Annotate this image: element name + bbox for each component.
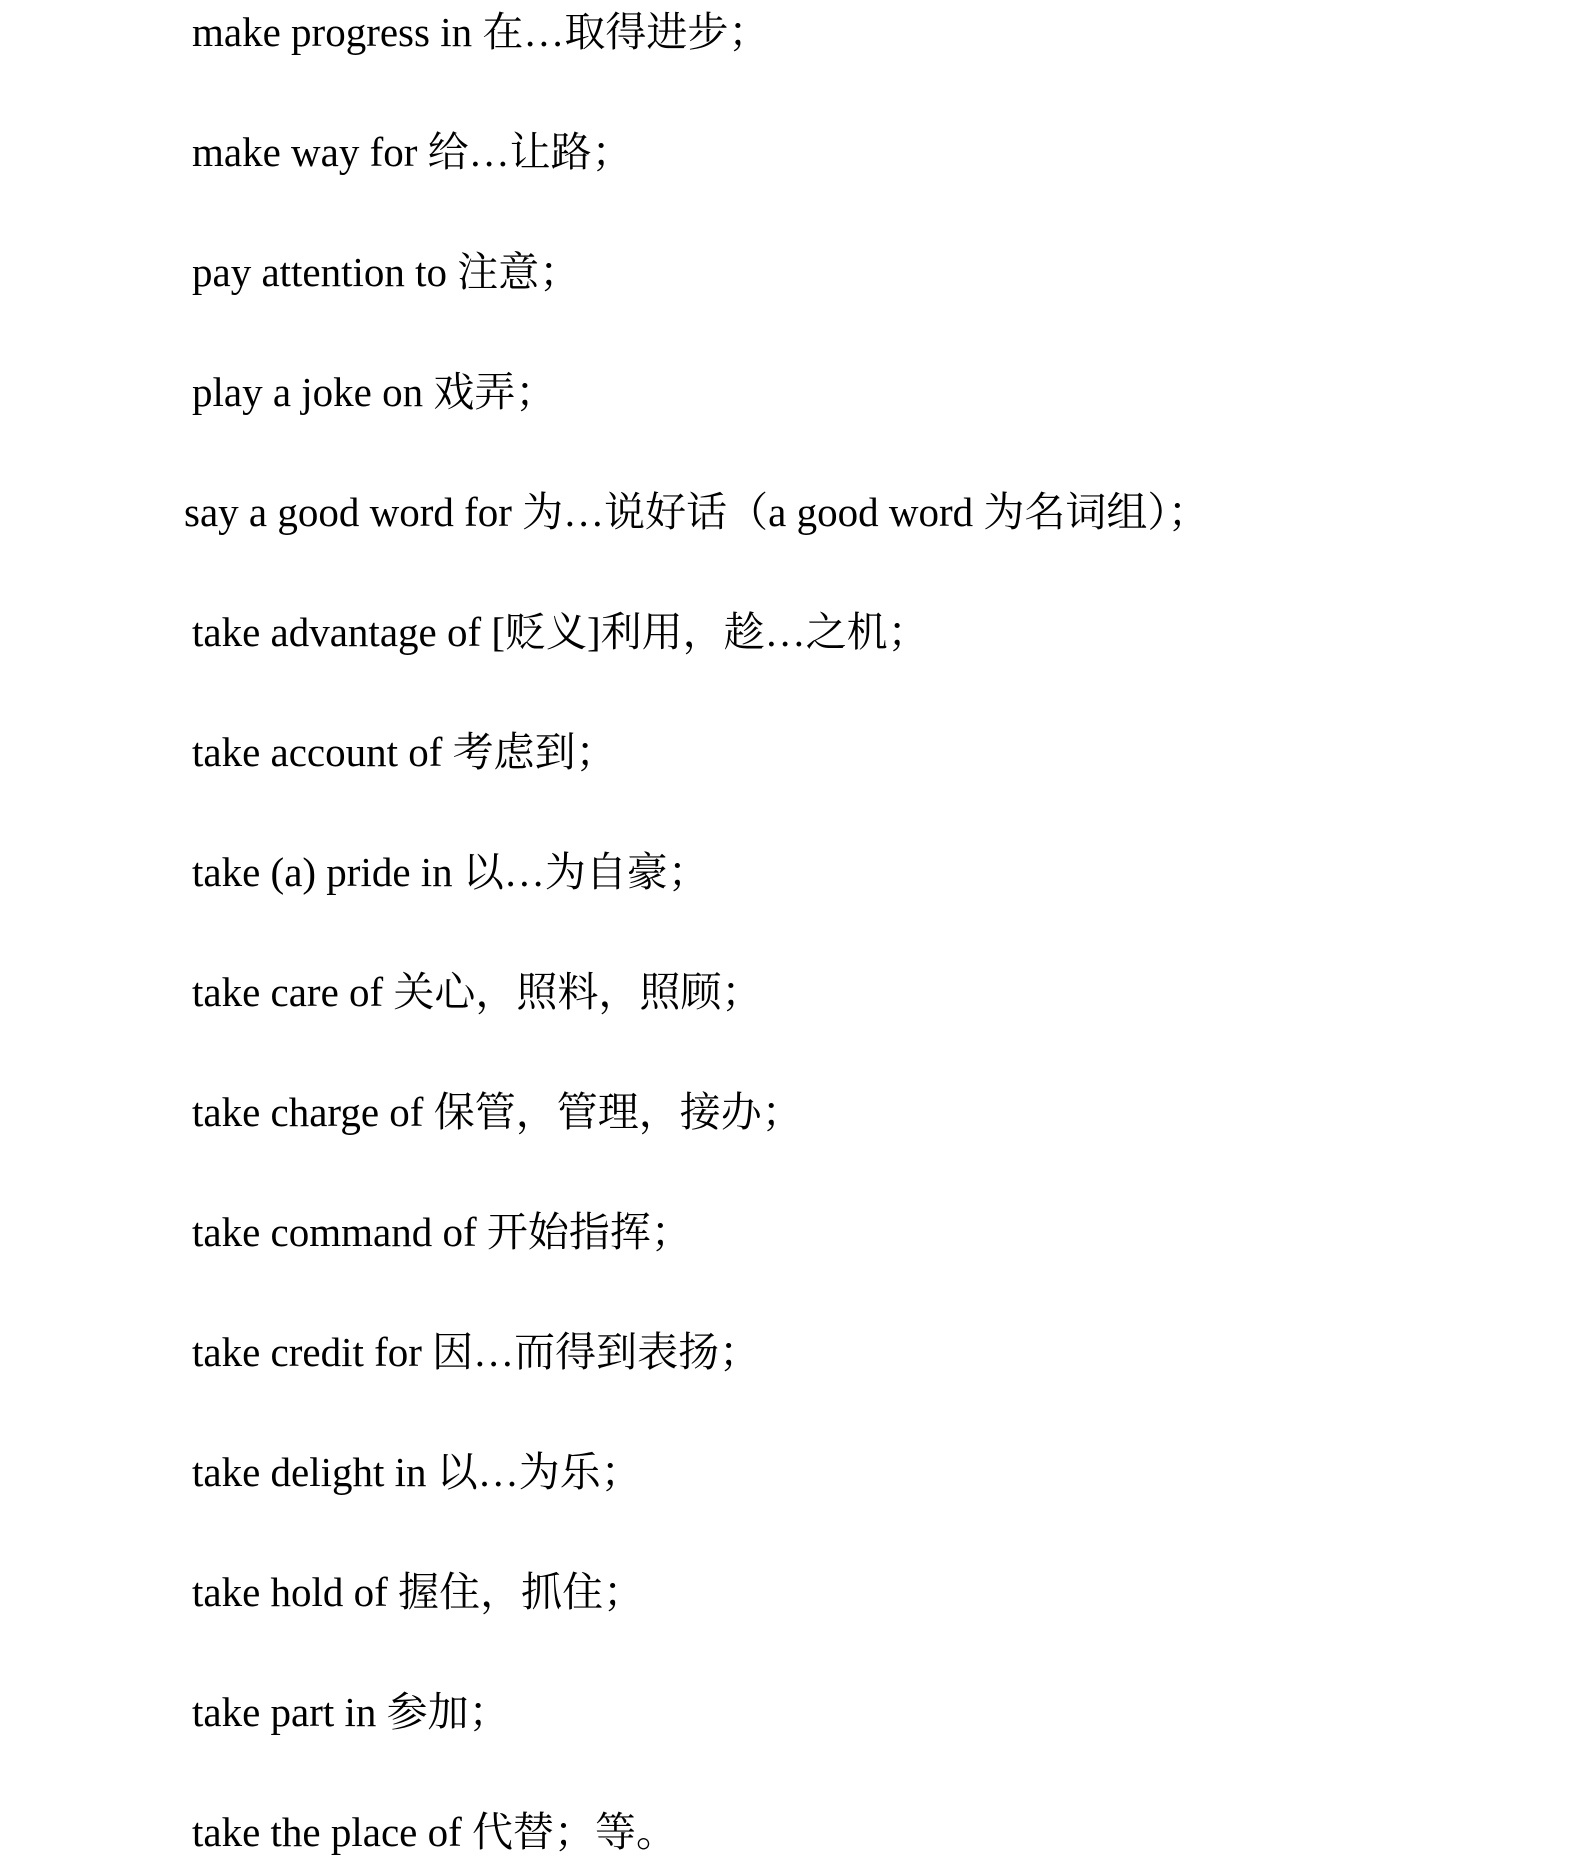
phrase-item: take command of 开始指挥； xyxy=(192,1209,692,1255)
phrase-item: take delight in 以…为乐； xyxy=(192,1449,642,1495)
phrase-item: take hold of 握住，抓住； xyxy=(192,1569,645,1615)
phrase-item: pay attention to 注意； xyxy=(192,249,581,295)
phrase-item: take the place of 代替；等。 xyxy=(192,1809,678,1855)
phrase-item: make progress in 在…取得进步； xyxy=(192,9,770,55)
phrase-item: make way for 给…让路； xyxy=(192,129,633,175)
phrase-item: take charge of 保管，管理，接办； xyxy=(192,1089,803,1135)
phrase-item: take (a) pride in 以…为自豪； xyxy=(192,849,709,895)
phrase-item: take care of 关心，照料，照顾； xyxy=(192,969,763,1015)
phrase-item: take account of 考虑到； xyxy=(192,729,617,775)
phrase-item: take part in 参加； xyxy=(192,1689,510,1735)
phrase-item: say a good word for 为…说好话（a good word 为名词组）； xyxy=(184,489,1209,535)
phrase-item: play a joke on 戏弄； xyxy=(192,369,557,415)
phrase-item: take credit for 因…而得到表扬； xyxy=(192,1329,761,1375)
phrase-item: take advantage of [贬义]利用，趁…之机； xyxy=(192,609,929,655)
